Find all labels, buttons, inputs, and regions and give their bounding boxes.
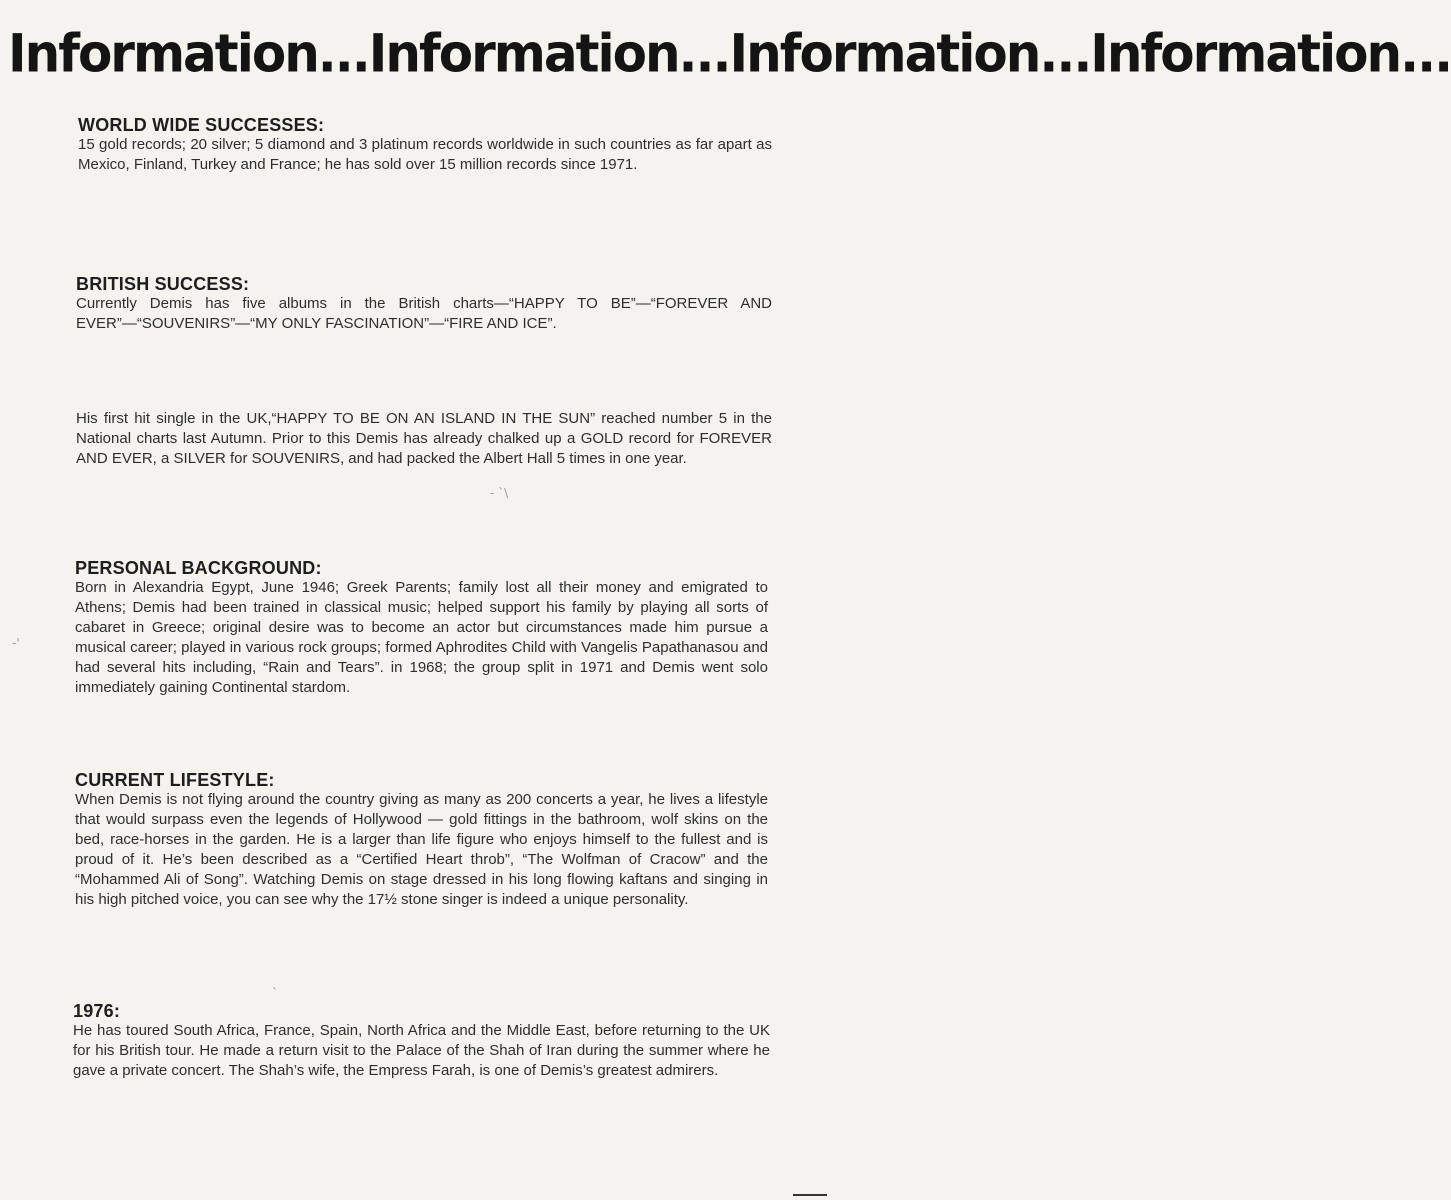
section-heading: WORLD WIDE SUCCESSES: xyxy=(78,115,325,135)
paper-speck: - `\ xyxy=(490,486,509,500)
section-body: Currently Demis has five albums in the British charts—“HAPPY TO BE”—“FOREVER AND EVER”—“SOUVENIRS”—“MY ONLY FASCINATION”—“FIRE AND ICE”. xyxy=(76,295,772,332)
section-body: His first hit single in the UK,“HAPPY TO BE ON AN ISLAND IN THE SUN” reached number 5 in the National charts last Autumn. Prior to this Demis has already chalked up a GOLD record for FOREVER AND EVER, a SILVER for SOUVENIRS, and had packed the Albert Hall 5 times in one year. xyxy=(76,410,772,467)
paper-speck: -' xyxy=(12,636,20,650)
section-body: 15 gold records; 20 silver; 5 diamond and 3 platinum records worldwide in such countries as far apart as Mexico, Finland, Turkey and France; he has sold over 15 million records since 1971. xyxy=(78,136,772,173)
paper-speck: ` xyxy=(272,986,278,1000)
section-body: Born in Alexandria Egypt, June 1946; Greek Parents; family lost all their money and emigrated to Athens; Demis had been trained in classical music; helped support his family by playing all sorts of cabaret in Greece; original desire was to become an actor but circumstances made him pursue a musical career; played in various rock groups; formed Aphrodites Child with Vangelis Papathanasou and had several hits including, “Rain and Tears”. in 1968; the group split in 1971 and Demis went solo immediately gaining Continental stardom. xyxy=(75,579,768,696)
section-body: He has toured South Africa, France, Spain, North Africa and the Middle East, before returning to the UK for his British tour. He made a return visit to the Palace of the Shah of Iran during the summer where he gave a private concert. The Shah’s wife, the Empress Farah, is one of Demis’s greatest admirers. xyxy=(73,1022,770,1079)
section-world-wide-successes xyxy=(78,115,772,175)
section-heading: 1976: xyxy=(73,1001,121,1021)
section-personal-background xyxy=(75,558,768,698)
section-current-lifestyle xyxy=(75,770,768,910)
section-1976 xyxy=(73,1001,770,1081)
information-banner: Information...Information...Information...Information... xyxy=(8,23,1451,84)
section-heading: BRITISH SUCCESS: xyxy=(76,274,250,294)
corner-mark xyxy=(793,1194,827,1196)
section-body: When Demis is not flying around the country giving as many as 200 concerts a year, he lives a lifestyle that would surpass even the legends of Hollywood — gold fittings in the bathroom, wolf skins on the bed, race-horses in the garden. He is a larger than life figure who enjoys himself to the fullest and is proud of it. He’s been described as a “Certified Heart throb”, “The Wolfman of Cracow” and the “Mohammed Ali of Song”. Watching Demis on stage dressed in his long flowing kaftans and singing in his high pitched voice, you can see why the 17½ stone singer is indeed a unique personality. xyxy=(75,791,768,908)
section-british-success xyxy=(76,274,772,334)
section-heading: CURRENT LIFESTYLE: xyxy=(75,770,275,790)
section-heading: PERSONAL BACKGROUND: xyxy=(75,558,322,578)
section-first-hit-single xyxy=(76,409,772,469)
